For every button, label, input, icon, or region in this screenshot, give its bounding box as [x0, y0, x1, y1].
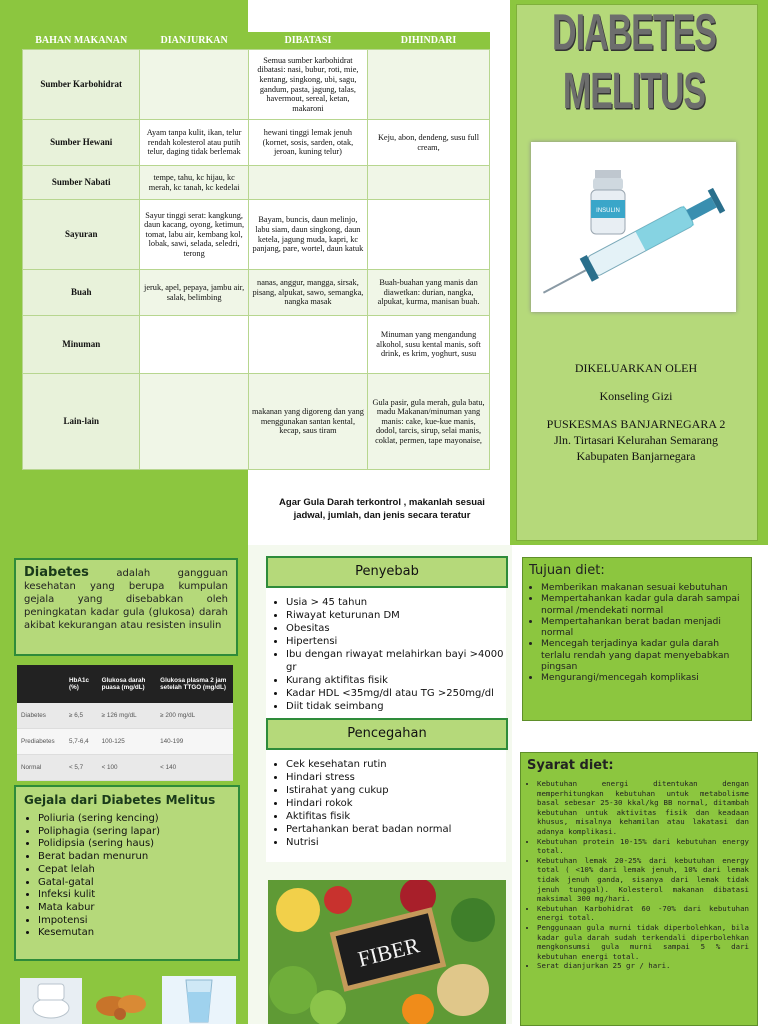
insulin-syringe-image [531, 142, 736, 312]
cell: 140-199 [156, 729, 233, 755]
table-row [23, 50, 490, 120]
row-label: Diabetes [17, 703, 65, 729]
cell: < 5,7 [65, 755, 98, 781]
cell-category: Buah [23, 270, 140, 316]
table-row [17, 703, 233, 729]
list-item: • Impotensi [38, 915, 238, 928]
diet-goals-list [523, 582, 751, 684]
water-glass-image [162, 976, 236, 1024]
hba1c-table [17, 665, 233, 781]
list-item: • Mengurangi/mencegah komplikasi [541, 672, 745, 683]
symptoms-list [16, 813, 238, 940]
cell-limited: Bayam, buncis, daun melinjo, labu siam, daun singkong, daun ketela, jagung muda, kapri, kc panjang, pare, wortel, daun katuk [248, 200, 367, 270]
col-header: HbA1c (%) [65, 665, 98, 703]
col-header: DIANJURKAN [140, 32, 248, 50]
cell-category: Sumber Hewani [23, 120, 140, 166]
list-item: • Kebutuhan Karbohidrat 60 -70% dari kebutuhan energi total. [537, 904, 749, 923]
issued-by: DIKELUARKAN OLEH [574, 361, 698, 375]
cell-avoid: Keju, abon, dendeng, susu full cream, [368, 120, 490, 166]
diet-requirements-list [521, 779, 757, 971]
cell: ≥ 200 mg/dL [156, 703, 233, 729]
list-item: • Hindari stress [286, 771, 506, 784]
table-row [17, 729, 233, 755]
cell-avoid [368, 166, 490, 200]
unit-name: Konseling Gizi [599, 389, 673, 403]
list-item: • Kebutuhan energi ditentukan dengan memperhitungkan kebutuhan untuk metabolisme basal sebesar 25-30 kkal/kg BB normal, ditambah kebutuhan untuk aktivitas fisik dan keadaan khusus, misalnya kehamilan atau lakatasi dan adanya komplikasi. [537, 779, 749, 837]
row-label: Normal [17, 755, 65, 781]
list-item: • Aktifitas fisik [286, 810, 506, 823]
diet-requirements-title: Syarat diet: [527, 758, 614, 773]
list-item: • Cepat lelah [38, 864, 238, 877]
list-item: • Mempertahankan kadar gula darah sampai normal /mendekati normal [541, 593, 745, 616]
table-row [23, 270, 490, 316]
list-item: • Usia > 45 tahun [286, 596, 506, 609]
list-item: • Istirahat yang cukup [286, 784, 506, 797]
food-table [22, 32, 490, 470]
cell-avoid [368, 200, 490, 270]
cell: < 100 [98, 755, 157, 781]
table-row [17, 755, 233, 781]
prevention-box [266, 750, 506, 862]
definition-box [14, 558, 238, 656]
table-row [23, 316, 490, 374]
cell-avoid: Gula pasir, gula merah, gula batu, madu Makanan/minuman yang manis: cake, kue-kue manis, dodol, tarcis, sirup, selai manis, coklat, permen, tape mayonaise, [368, 374, 490, 470]
cell: ≥ 126 mg/dL [98, 703, 157, 729]
list-item: • Kesemutan [38, 927, 238, 940]
cell-limited [248, 166, 367, 200]
cell-recommended [140, 50, 248, 120]
col-header: BAHAN MAKANAN [23, 32, 140, 50]
list-item: • Obesitas [286, 622, 506, 635]
definition-text: adalah gangguan kesehatan yang berupa kumpulan gejala yang disebabkan oleh peningkatan kadar gula (glukosa) darah akibat kekurangan atau resisten insulin [24, 568, 228, 631]
cell-limited: makanan yang digoreng dan yang menggunakan santan kental, kecap, saus tiram [248, 374, 367, 470]
table-row [23, 166, 490, 200]
list-item: • Cek kesehatan rutin [286, 758, 506, 771]
cell-category: Sayuran [23, 200, 140, 270]
cell-avoid [368, 50, 490, 120]
cell-avoid: Buah-buahan yang manis dan diawetkan: durian, nangka, alpukat, kurma, manisan buah. [368, 270, 490, 316]
diet-note: Agar Gula Darah terkontrol , makanlah sesuai jadwal, jumlah, dan jenis secara teratur [279, 497, 485, 521]
row-label: Prediabetes [17, 729, 65, 755]
list-item: • Serat dianjurkan 25 gr / hari. [537, 961, 749, 971]
list-item: • Kadar HDL <35mg/dl atau TG >250mg/dl [286, 687, 506, 700]
list-item: • Mencegah terjadinya kadar gula darah terlalu rendah yang dapat menyebabkan pingsan [541, 638, 745, 672]
col-header: Glukosa plasma 2 jam setelah TTGO (mg/dL) [156, 665, 233, 703]
list-item: • Hipertensi [286, 635, 506, 648]
city: Kabupaten Banjarnegara [576, 449, 696, 463]
col-header: DIBATASI [248, 32, 367, 50]
col-header: Glukosa darah puasa (mg/dL) [98, 665, 157, 703]
cell-recommended: Ayam tanpa kulit, ikan, telur rendah kolesterol atau putih telur, daging tidak berlemak [140, 120, 248, 166]
list-item: • Hindari rokok [286, 797, 506, 810]
list-item: • Polidipsia (sering haus) [38, 838, 238, 851]
list-item: • Penggunaan gula murni tidak diperbolehkan, bila kadar gula darah sudah terkendali diperbolehkan mengkonsumsi gula murni sampai 5 % dari kebutuhan energi total. [537, 923, 749, 961]
cell-limited: hewani tinggi lemak jenuh (kornet, sosis, sarden, otak, jeroan, kuning telur) [248, 120, 367, 166]
cover-title: DIABETES MELITUS [552, 4, 716, 120]
cell-limited: nanas, anggur, mangga, sirsak, pisang, alpukat, sawo, semangka, nangka masak [248, 270, 367, 316]
cell-category: Sumber Karbohidrat [23, 50, 140, 120]
cell-category: Minuman [23, 316, 140, 374]
cell: 5,7-6,4 [65, 729, 98, 755]
fried-food-image [90, 982, 152, 1024]
fiber-food-image [268, 880, 506, 1024]
definition-term: Diabetes [24, 565, 89, 580]
list-item: • Nutrisi [286, 836, 506, 849]
list-item: • Mata kabur [38, 902, 238, 915]
list-item: • Memberikan makanan sesuai kebutuhan [541, 582, 745, 593]
list-item: • Kurang aktifitas fisik [286, 674, 506, 687]
list-item: • Kebutuhan lemak 20-25% dari kebutuhan energy total ( <10% dari lemak jenuh, 10% dari lemak tidak jenuh ganda, sisanya dari lemak tidak jenuh tunggal). Kolesterol makanan dibatasi maksimal 300 mg/hari. [537, 856, 749, 904]
cell: < 140 [156, 755, 233, 781]
list-item: • Mempertahankan berat badan menjadi normal [541, 616, 745, 639]
col-header [17, 665, 65, 703]
list-item: • Riwayat keturunan DM [286, 609, 506, 622]
cell-recommended [140, 374, 248, 470]
symptoms-title: Gejala dari Diabetes Melitus [24, 793, 216, 807]
diet-goals-box [522, 557, 752, 721]
list-item: • Gatal-gatal [38, 877, 238, 890]
cell-recommended: jeruk, apel, pepaya, jambu air, salak, belimbing [140, 270, 248, 316]
fiber-label: FIBER [355, 932, 422, 972]
prevention-list [266, 758, 506, 849]
cell-recommended: tempe, tahu, kc hijau, kc merah, kc tanah, kc kedelai [140, 166, 248, 200]
table-row [23, 120, 490, 166]
cell-recommended: Sayur tinggi serat: kangkung, daun kacang, oyong, ketimun, tomat, labu air, kembang kol, lobak, sawi, selada, seledri, terong [140, 200, 248, 270]
list-item: • Ibu dengan riwayat melahirkan bayi >4000 gr [286, 648, 506, 674]
list-item: • Pertahankan berat badan normal [286, 823, 506, 836]
toilet-image [20, 978, 82, 1024]
table-row [23, 200, 490, 270]
table-row [23, 374, 490, 470]
cell-category: Sumber Nabati [23, 166, 140, 200]
list-item: • Kebutuhan protein 10-15% dari kebutuhan energy total. [537, 837, 749, 856]
vial-label: INSULIN [596, 208, 620, 214]
cell-limited: Semua sumber karbohidrat dibatasi: nasi, bubur, roti, mie, kentang, singkong, ubi, sagu, gandum, pasta, jagung, talas, havermout, sereal, ketan, makaroni [248, 50, 367, 120]
list-item: • Diit tidak seimbang [286, 700, 506, 713]
issuer-block [516, 360, 756, 476]
causes-header: Penyebab [266, 556, 508, 588]
cell-recommended [140, 316, 248, 374]
list-item: • Poliuria (sering kencing) [38, 813, 238, 826]
symptoms-box [14, 785, 240, 961]
cell: 100-125 [98, 729, 157, 755]
org-name: PUSKESMAS BANJARNEGARA 2 [546, 417, 726, 431]
causes-list [266, 596, 506, 713]
cell-limited [248, 316, 367, 374]
list-item: • Infeksi kulit [38, 889, 238, 902]
causes-box [266, 588, 506, 718]
cell-category: Lain-lain [23, 374, 140, 470]
address: Jln. Tirtasari Kelurahan Semarang [554, 433, 718, 447]
list-item: • Poliphagia (sering lapar) [38, 826, 238, 839]
cell: ≥ 6,5 [65, 703, 98, 729]
diet-goals-title: Tujuan diet: [529, 563, 605, 578]
diet-requirements-box [520, 752, 758, 1026]
prevention-header: Pencegahan [266, 718, 508, 750]
cell-avoid: Minuman yang mengandung alkohol, susu kental manis, soft drink, es krim, yoghurt, susu [368, 316, 490, 374]
list-item: • Berat badan menurun [38, 851, 238, 864]
col-header: DIHINDARI [368, 32, 490, 50]
